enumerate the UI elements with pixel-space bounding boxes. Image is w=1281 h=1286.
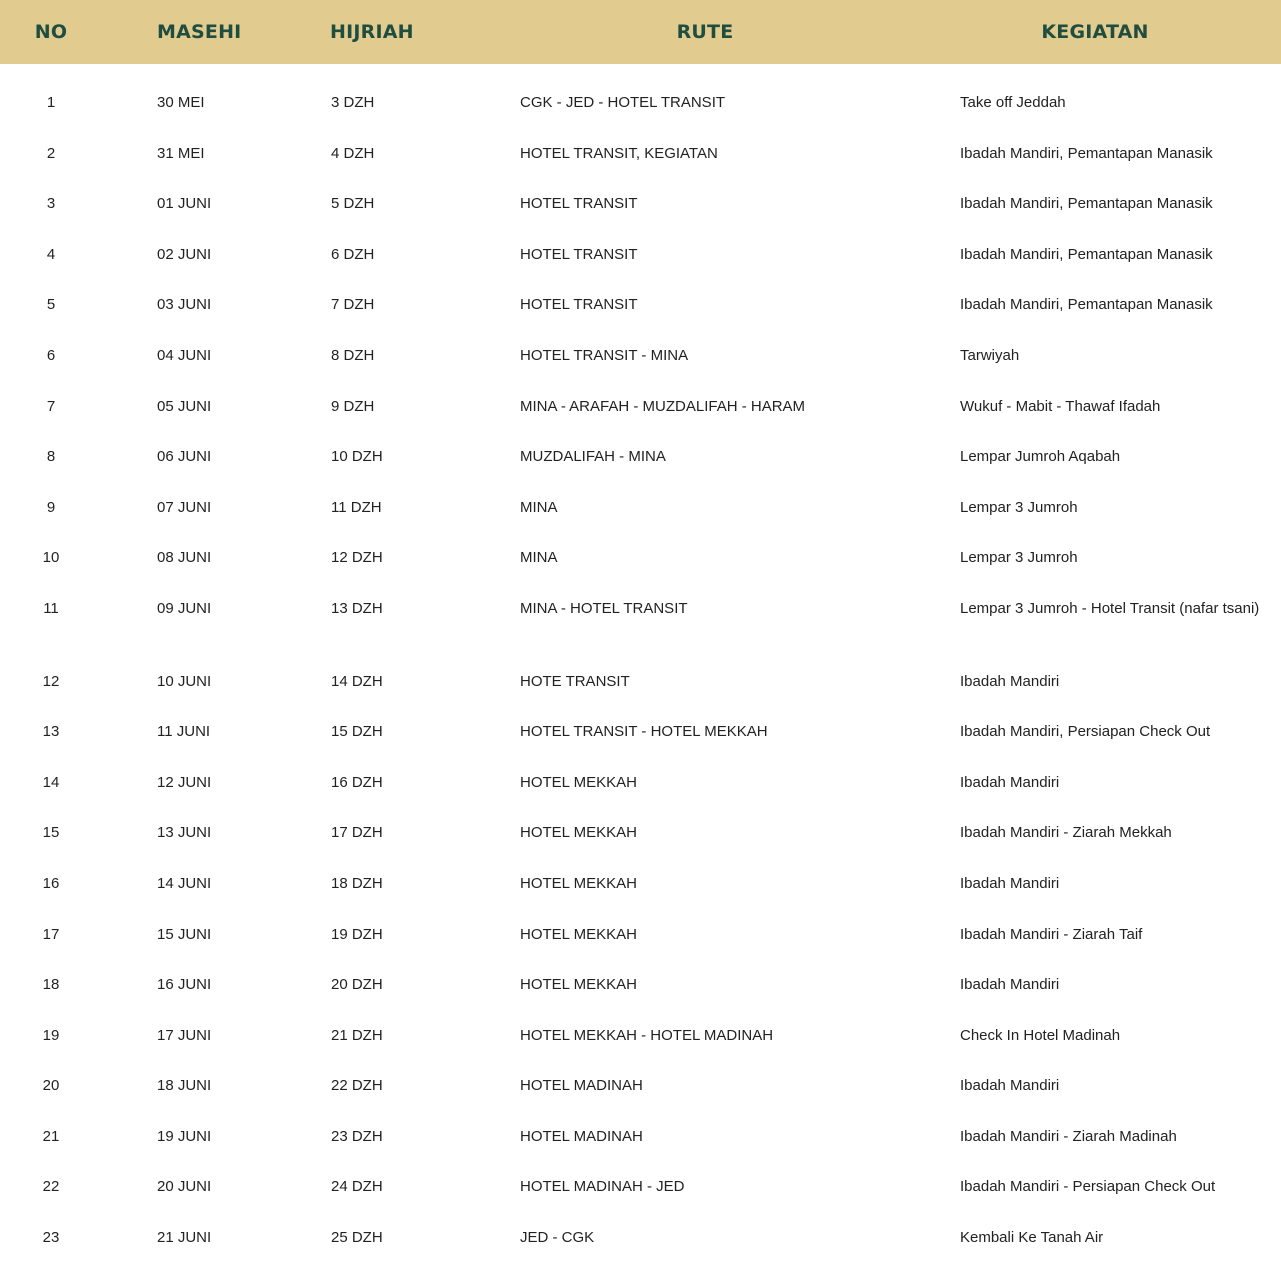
cell-masehi: 01 JUNI [157,195,212,213]
cell-no: 12 [42,672,60,690]
cell-rute: MUZDALIFAH - MINA [520,448,666,466]
table-row [0,266,1281,317]
cell-no: 10 [42,549,60,567]
table-row [0,1098,1281,1149]
cell-rute: HOTEL TRANSIT [520,195,638,213]
cell-kegiatan: Lempar 3 Jumroh [960,549,1078,567]
cell-kegiatan: Ibadah Mandiri - Ziarah Taif [960,925,1143,943]
cell-hijriah: 7 DZH [331,296,375,314]
cell-hijriah: 9 DZH [331,397,375,415]
table-row [0,1047,1281,1098]
table-row [0,744,1281,795]
cell-kegiatan: Ibadah Mandiri, Pemantapan Manasik [960,144,1213,162]
cell-masehi: 08 JUNI [157,549,212,567]
table-row [0,794,1281,845]
cell-rute: HOTEL TRANSIT, KEGIATAN [520,144,718,162]
table-row [0,317,1281,368]
cell-no: 13 [42,723,60,741]
cell-no: 23 [42,1229,60,1247]
cell-kegiatan: Ibadah Mandiri [960,672,1060,690]
cell-rute: MINA - ARAFAH - MUZDALIFAH - HARAM [520,397,806,415]
column-header-masehi: MASEHI [157,21,242,43]
cell-rute: HOTE TRANSIT [520,672,630,690]
table-row [0,643,1281,694]
table-row [0,418,1281,469]
cell-kegiatan: Lempar 3 Jumroh [960,498,1078,516]
cell-kegiatan: Ibadah Mandiri [960,773,1060,791]
cell-no: 9 [46,498,56,516]
cell-kegiatan: Ibadah Mandiri - Ziarah Madinah [960,1127,1177,1145]
table-row [0,216,1281,267]
cell-masehi: 09 JUNI [157,599,212,617]
cell-kegiatan: Take off Jeddah [960,94,1066,111]
cell-masehi: 18 JUNI [157,1077,212,1095]
cell-hijriah: 5 DZH [331,195,375,213]
cell-masehi: 15 JUNI [157,925,212,943]
cell-no: 20 [42,1077,60,1095]
table-row [0,469,1281,520]
cell-masehi: 31 MEI [157,144,205,162]
cell-hijriah: 4 DZH [331,144,375,162]
cell-no: 16 [42,874,60,892]
cell-hijriah: 22 DZH [331,1077,383,1095]
table-row [0,570,1281,643]
cell-kegiatan: Tarwiyah [960,346,1020,364]
table-row [0,64,1281,115]
cell-rute: HOTEL MEKKAH [520,976,637,994]
cell-hijriah: 12 DZH [331,549,383,567]
cell-rute: MINA - HOTEL TRANSIT [520,599,688,617]
cell-hijriah: 11 DZH [331,498,382,516]
cell-no: 5 [46,296,56,314]
cell-kegiatan: Wukuf - Mabit - Thawaf Ifadah [960,397,1161,415]
cell-masehi: 19 JUNI [157,1127,212,1145]
cell-masehi: 17 JUNI [157,1026,212,1044]
cell-rute: HOTEL MEKKAH [520,824,637,842]
table-row [0,368,1281,419]
cell-rute: HOTEL MEKKAH - HOTEL MADINAH [520,1026,774,1044]
cell-masehi: 20 JUNI [157,1178,212,1196]
cell-masehi: 03 JUNI [157,296,212,314]
cell-no: 15 [42,824,60,842]
cell-hijriah: 16 DZH [331,773,383,791]
cell-no: 17 [42,925,60,943]
cell-rute: JED - CGK [520,1229,595,1247]
table-row [0,1199,1281,1250]
cell-no: 6 [46,346,56,364]
cell-rute: HOTEL MEKKAH [520,874,637,892]
cell-kegiatan: Check In Hotel Madinah [960,1026,1121,1044]
table-header [0,0,1281,64]
cell-rute: HOTEL TRANSIT [520,296,638,314]
cell-masehi: 30 MEI [157,94,205,111]
cell-rute: HOTEL TRANSIT - HOTEL MEKKAH [520,723,768,741]
cell-no: 18 [42,976,60,994]
cell-kegiatan: Ibadah Mandiri, Pemantapan Manasik [960,195,1213,213]
cell-kegiatan: Ibadah Mandiri, Persiapan Check Out [960,723,1211,741]
table-row [0,997,1281,1048]
table-body [0,64,1281,1250]
table-row [0,693,1281,744]
cell-kegiatan: Ibadah Mandiri - Persiapan Check Out [960,1178,1216,1196]
cell-kegiatan: Ibadah Mandiri - Ziarah Mekkah [960,824,1172,842]
cell-masehi: 07 JUNI [157,498,212,516]
cell-hijriah: 25 DZH [331,1229,383,1247]
cell-masehi: 05 JUNI [157,397,212,415]
cell-masehi: 14 JUNI [157,874,212,892]
cell-hijriah: 21 DZH [331,1026,383,1044]
table-row [0,896,1281,947]
column-header-hijriah: HIJRIAH [330,21,414,43]
cell-rute: HOTEL MEKKAH [520,925,637,943]
table-row [0,1148,1281,1199]
cell-hijriah: 3 DZH [331,94,375,111]
cell-no: 19 [42,1026,60,1044]
cell-no: 3 [46,195,56,213]
cell-kegiatan: Ibadah Mandiri, Pemantapan Manasik [960,245,1213,263]
cell-no: 2 [46,144,56,162]
cell-hijriah: 23 DZH [331,1127,383,1145]
cell-hijriah: 15 DZH [331,723,383,741]
cell-masehi: 04 JUNI [157,346,212,364]
cell-rute: CGK - JED - HOTEL TRANSIT [520,94,726,111]
cell-rute: HOTEL MEKKAH [520,773,637,791]
cell-no: 7 [46,397,56,415]
cell-rute: HOTEL MADINAH - JED [520,1178,685,1196]
table-row [0,946,1281,997]
table-row [0,165,1281,216]
cell-no: 11 [43,599,59,617]
cell-masehi: 02 JUNI [157,245,212,263]
table-row [0,845,1281,896]
table-row [0,115,1281,166]
cell-kegiatan: Ibadah Mandiri [960,976,1060,994]
cell-kegiatan: Ibadah Mandiri [960,1077,1060,1095]
cell-hijriah: 17 DZH [331,824,383,842]
cell-hijriah: 24 DZH [331,1178,383,1196]
column-header-no: NO [34,21,68,43]
cell-hijriah: 19 DZH [331,925,383,943]
cell-no: 21 [42,1127,60,1145]
cell-masehi: 11 JUNI [157,723,211,741]
cell-rute: MINA [520,549,558,567]
cell-no: 22 [42,1178,60,1196]
cell-kegiatan: Lempar 3 Jumroh - Hotel Transit (nafar tsani) [960,599,1260,617]
cell-masehi: 21 JUNI [157,1229,212,1247]
cell-kegiatan: Kembali Ke Tanah Air [960,1229,1104,1247]
column-header-rute: RUTE [676,21,734,43]
cell-no: 8 [46,448,56,466]
cell-masehi: 13 JUNI [157,824,212,842]
cell-masehi: 16 JUNI [157,976,212,994]
cell-hijriah: 6 DZH [331,245,375,263]
cell-kegiatan: Lempar Jumroh Aqabah [960,448,1121,466]
table-row [0,519,1281,570]
cell-hijriah: 8 DZH [331,346,375,364]
cell-hijriah: 20 DZH [331,976,383,994]
cell-kegiatan: Ibadah Mandiri [960,874,1060,892]
cell-masehi: 12 JUNI [157,773,212,791]
cell-hijriah: 10 DZH [331,448,383,466]
cell-rute: MINA [520,498,558,516]
cell-rute: HOTEL TRANSIT [520,245,638,263]
cell-hijriah: 13 DZH [331,599,383,617]
cell-rute: HOTEL MADINAH [520,1077,643,1095]
cell-no: 1 [46,94,56,111]
cell-masehi: 06 JUNI [157,448,212,466]
cell-masehi: 10 JUNI [157,672,212,690]
column-header-kegiatan: KEGIATAN [1041,21,1149,43]
cell-hijriah: 18 DZH [331,874,383,892]
cell-rute: HOTEL MADINAH [520,1127,643,1145]
cell-no: 14 [42,773,60,791]
cell-rute: HOTEL TRANSIT - MINA [520,346,689,364]
cell-no: 4 [46,245,56,263]
cell-hijriah: 14 DZH [331,672,383,690]
cell-kegiatan: Ibadah Mandiri, Pemantapan Manasik [960,296,1213,314]
